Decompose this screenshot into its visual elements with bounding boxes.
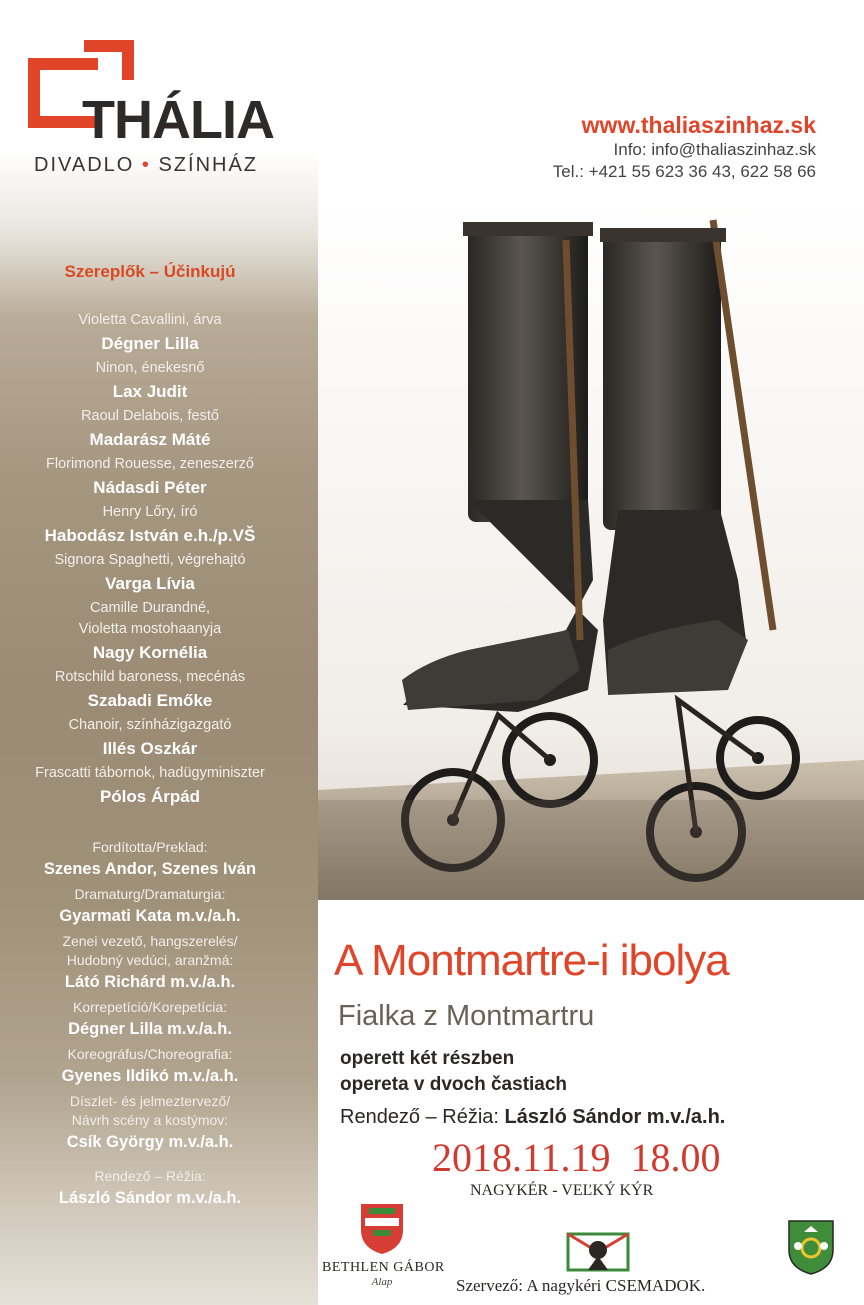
cast-role: Rotschild baroness, mecénás (54, 669, 246, 685)
boots-on-wheels-photo (318, 200, 864, 900)
crew-role: Koreográfus/Choreografia: (67, 1046, 233, 1062)
cast-actor: Szabadi Emőke (87, 691, 213, 710)
crew-list (0, 838, 300, 1214)
authors-line: Kálmán Imre – Julius Brammer – Alfred Grünwald (342, 914, 719, 931)
csemadok-logo (566, 1230, 630, 1274)
cast-role: Chanoir, színházigazgató (68, 717, 232, 733)
director-line (340, 1106, 725, 1129)
crew-role: Dramaturg/Dramaturgia: (74, 886, 226, 902)
cast-list (0, 310, 300, 811)
crew-role: Zenei vezető, hangszerelés/ Hudobný vedúci, aranžmá: (62, 933, 238, 968)
cast-actor: Varga Lívia (105, 574, 195, 593)
cast-heading: Szereplők – Účinkujú (64, 262, 236, 281)
genre-hu: operett két részben (340, 1048, 515, 1069)
crew-person: Gyarmati Kata m.v./a.h. (59, 907, 241, 925)
show-subtitle: Fialka z Montmartru (338, 1000, 595, 1032)
cast-role: Raoul Delabois, festő (81, 408, 219, 424)
bethlen-gabor-logo (322, 1200, 445, 1300)
boots-illustration (318, 200, 864, 900)
bethlen-gabor-icon (357, 1200, 407, 1256)
cast-actor: Lax Judit (112, 382, 188, 401)
performance-place: NAGYKÉR - VEĽKÝ KÝR (470, 1182, 654, 1199)
left-column (0, 0, 318, 1305)
cast-role: Violetta Cavallini, árva (78, 312, 222, 328)
crew-role: Korrepetíció/Korepetícia: (72, 999, 228, 1015)
cast-actor: Dégner Lilla (101, 334, 199, 353)
crew-role: Rendező – Réžia: (94, 1168, 206, 1184)
crew-role: Fordította/Preklad: (92, 839, 208, 855)
show-title: A Montmartre-i ibolya (334, 936, 729, 985)
crew-role: Díszlet- és jelmeztervező/ Návrh scény a kostýmov: (69, 1093, 231, 1128)
cast-actor: Nádasdi Péter (93, 478, 207, 497)
cast-actor: Nagy Kornélia (92, 643, 208, 662)
performance-date: 2018.11.19 18.00 (432, 1135, 721, 1180)
bethlen-sub: Alap (371, 1276, 393, 1288)
crew-person: László Sándor m.v./a.h. (58, 1189, 242, 1207)
thalia-logo (28, 40, 288, 190)
cast-role: Ninon, énekesnő (95, 360, 205, 376)
genre-text (340, 1046, 567, 1098)
website-link[interactable]: www.thaliaszinhaz.sk (581, 112, 816, 138)
director-name: László Sándor m.v./a.h. (504, 1106, 726, 1128)
village-coat-of-arms-icon (786, 1218, 836, 1276)
cast-role: Florimond Rouesse, zeneszerző (46, 456, 254, 472)
crew-person: Szenes Andor, Szenes Iván (43, 860, 257, 878)
logo-subtitle: DIVADLO • SZÍNHÁZ (34, 154, 259, 176)
crew-person: Gyenes Ildikó m.v./a.h. (61, 1067, 239, 1085)
cast-actor: Habodász István e.h./p.VŠ (44, 526, 256, 545)
crew-person: Dégner Lilla m.v./a.h. (68, 1020, 232, 1038)
crew-person: Csík György m.v./a.h. (66, 1133, 234, 1151)
cast-role: Signora Spaghetti, végrehajtó (54, 552, 246, 568)
phone-numbers: Tel.: +421 55 623 36 43, 622 58 66 (552, 162, 816, 181)
cast-role: Camille Durandné, Violetta mostohaanyja (78, 600, 222, 637)
crew-person: Látó Richárd m.v./a.h. (64, 973, 236, 991)
director-label: Rendező – Réžia: (340, 1106, 499, 1128)
cast-actor: Pólos Árpád (99, 787, 201, 806)
cast-actor: Madarász Máté (89, 430, 211, 449)
cast-actor: Illés Oszkár (102, 739, 198, 758)
info-email: Info: info@thaliaszinhaz.sk (613, 140, 816, 159)
cast-role: Frascatti tábornok, hadügyminiszter (35, 765, 265, 781)
organizer-text: Szervező: A nagykéri CSEMADOK. (456, 1276, 706, 1295)
genre-sk: opereta v dvoch častiach (340, 1074, 568, 1095)
logo-name: THÁLIA (82, 90, 274, 150)
bethlen-name: BETHLEN GÁBOR (322, 1260, 445, 1275)
cast-role: Henry Lőry, író (102, 504, 198, 520)
